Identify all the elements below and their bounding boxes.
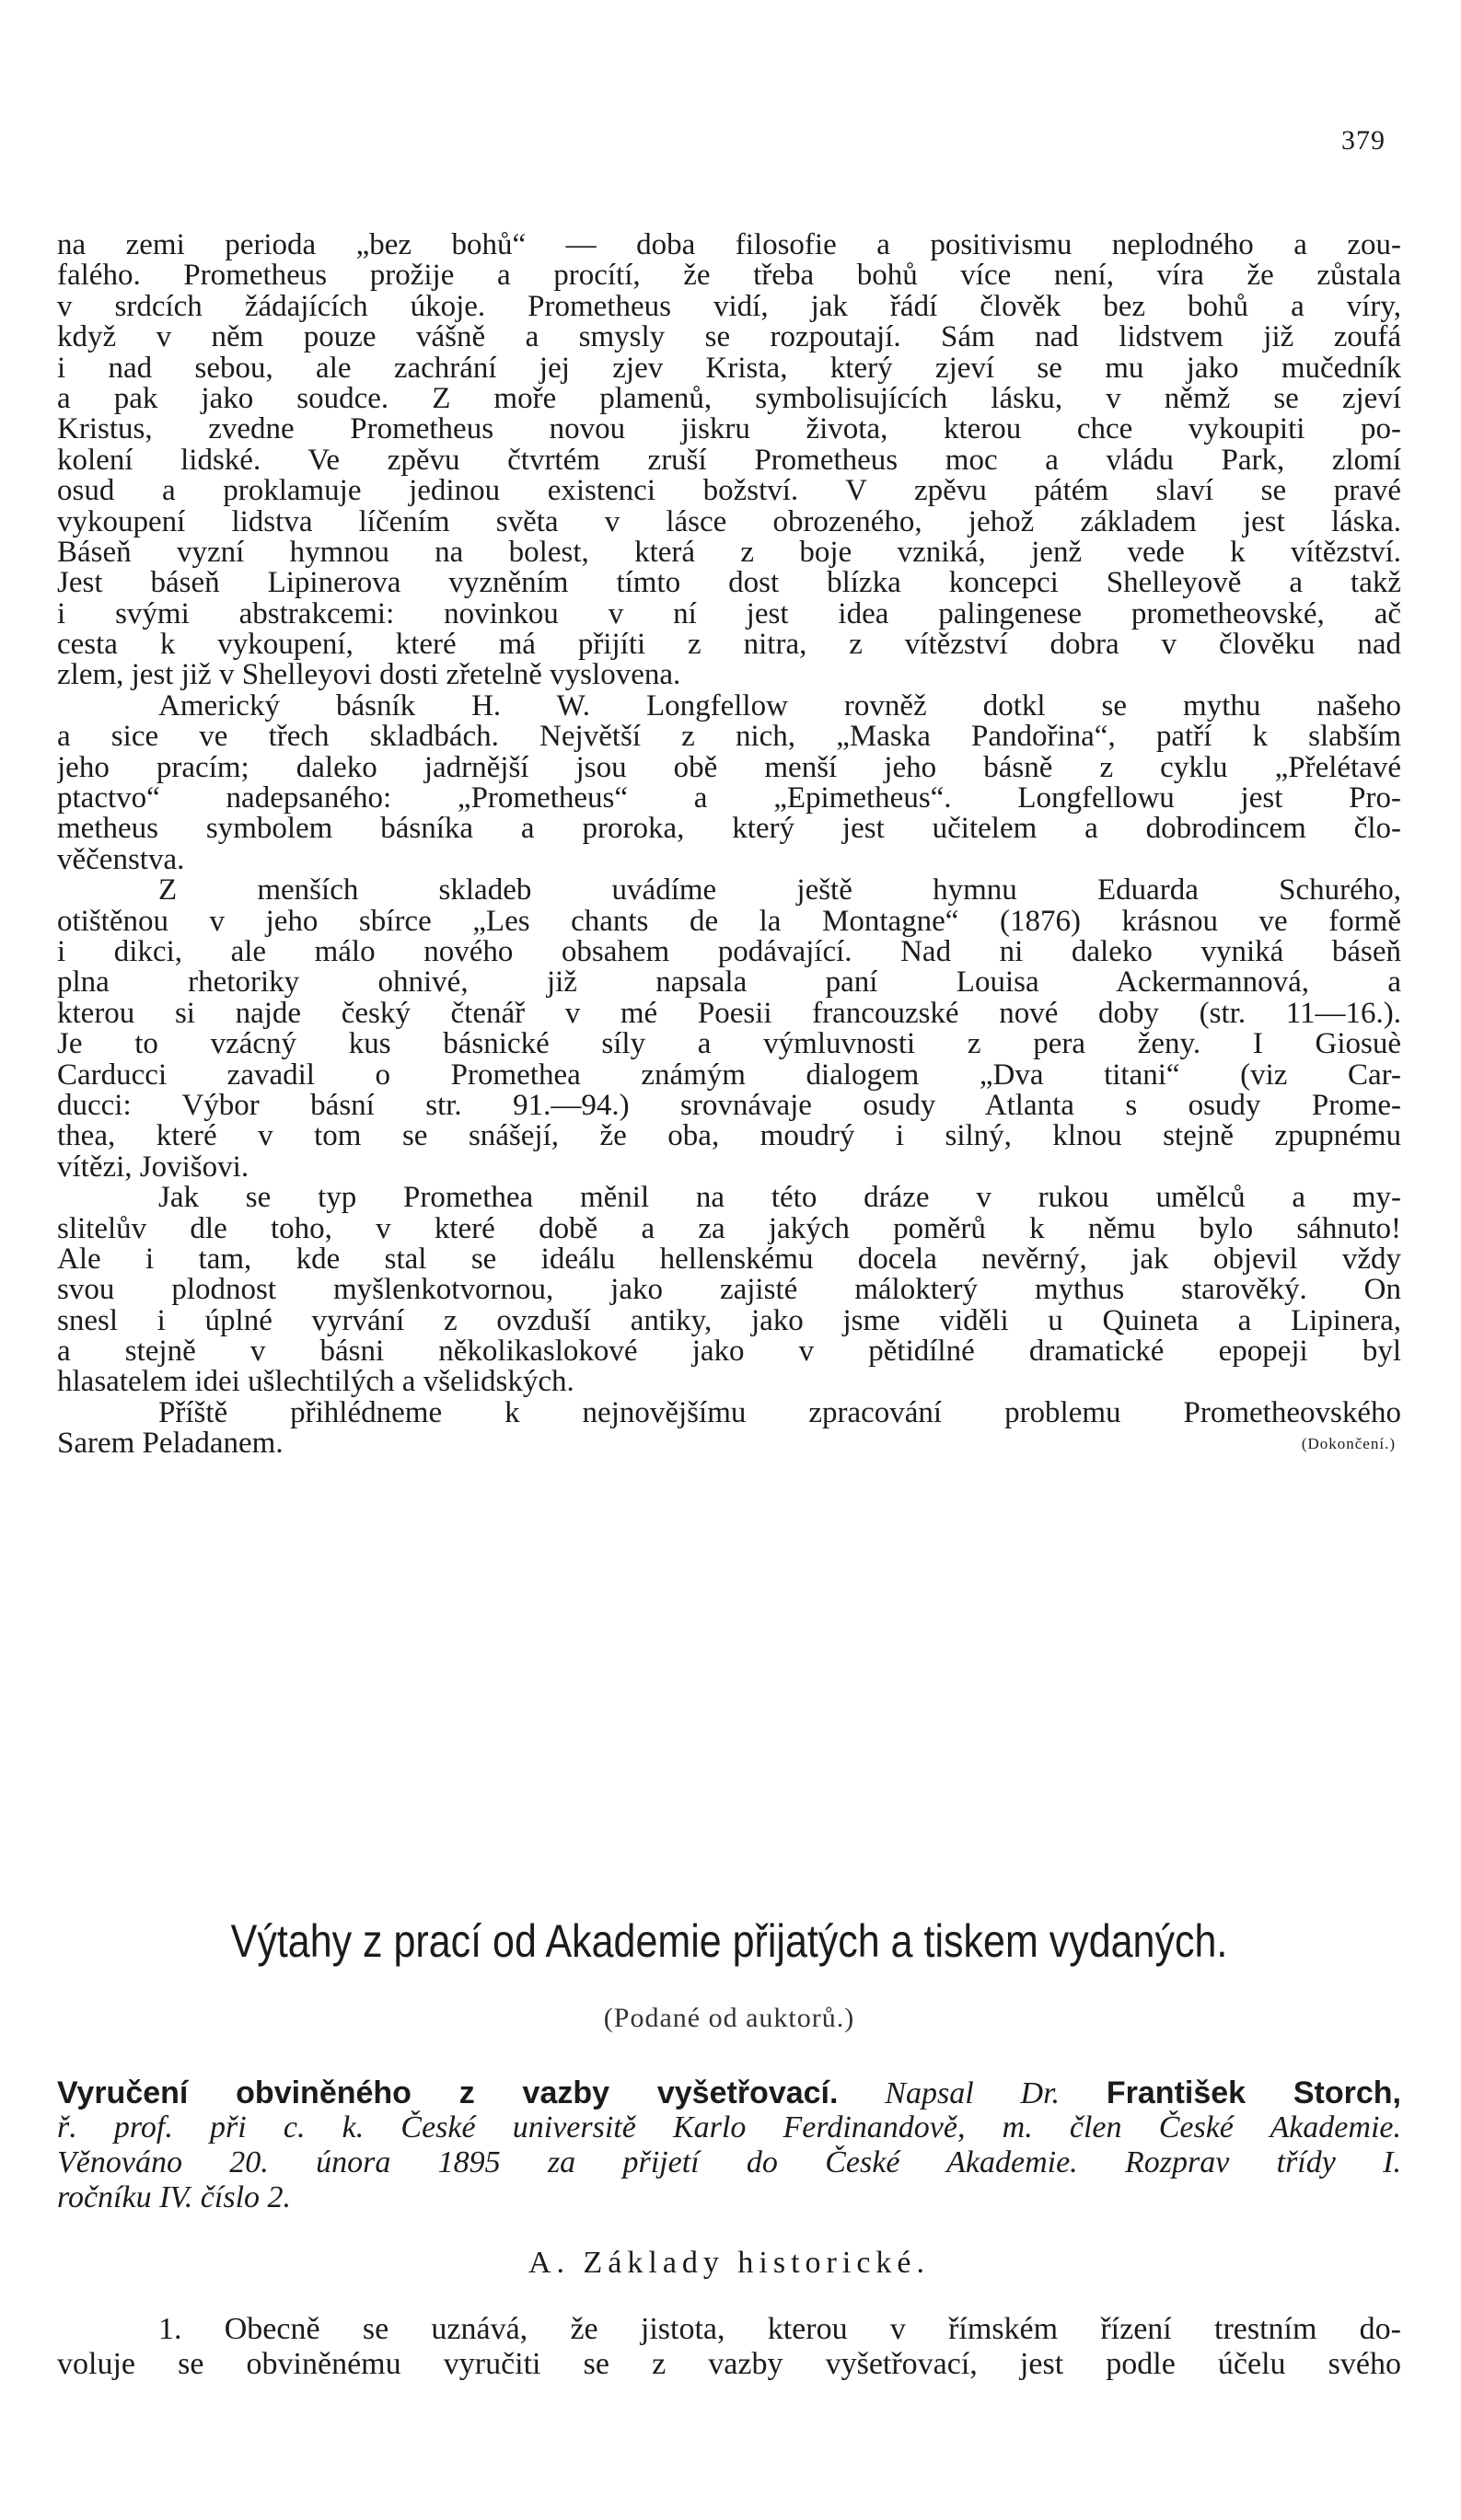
text-line: cesta k vykoupení, které má přijíti z nitra, z vítězství dobra v člověku nad [57,630,1401,661]
author-name: František Storch, [1106,2075,1401,2110]
text-line: když v něm pouze vášně a smysly se rozpoutají. Sám nad lidstvem již zoufá [57,322,1401,353]
abstract-title: Vyručení obviněného z vazby vyšetřovací. [57,2075,839,2110]
text-line: Z menších skladeb uvádíme ještě hymnu Eduarda Schurého, [158,875,1401,907]
text-line: vykoupení lidstva líčením světa v lásce obrozeného, jehož základem jest láska. [57,506,1401,538]
author-prefix: Napsal Dr. [885,2076,1061,2110]
text-line: Americký básník H. W. Longfellow rovněž dotkl se mythu našeho [158,690,1401,722]
text-line: 1. Obecně se uznává, že jistota, kterou v římském řízení trestním do- [158,2312,1401,2346]
text-line: snesl i úplné vyrvání z ovzduší antiky, jako jsme viděli u Quineta a Lipinera, [57,1305,1401,1337]
section-subheading: (Podané od auktorů.) [603,2003,855,2033]
text-line: ptactvo“ nadepsaného: „Prometheus“ a „Epimetheus“. Longfellowu jest Pro- [57,783,1401,815]
text-line-with-signature [57,1428,1401,1459]
abstract-header [57,2075,1401,2215]
text-line: plna rhetoriky ohnivé, již napsala paní Louisa Ackermannová, a [57,967,1401,999]
text-line: zlem, jest již v Shelleyovi dosti zřetelně vyslovena. [57,660,681,691]
text-line: Báseň vyzní hymnou na bolest, která z boje vzniká, jenž vede k vítězství. [57,537,1401,569]
text-line: kterou si najde český čtenář v mé Poesii francouzské nové doby (str. 11—16.). [57,998,1401,1030]
text-line: Ale i tam, kde stal se ideálu hellenskému docela nevěrný, jak objevil vždy [57,1243,1401,1276]
text-line: Kristus, zvedne Prometheus novou jiskru života, kterou chce vykoupiti po- [57,414,1401,445]
text-line: v srdcích žádajících úkoje. Prometheus vidí, jak řádí člověk bez bohů a víry, [57,291,1401,323]
text-line: slitelův dle toho, v které době a za jakých poměrů k němu bylo sáhnuto! [57,1213,1401,1244]
text-line: a stejně v básni několikaslokové jako v pětidílné dramatické epopeji byl [57,1336,1401,1368]
abstract-line: ročníku IV. číslo 2. [57,2180,292,2214]
text-line: falého. Prometheus prožije a procítí, že třeba bohů více není, víra že zůstala [57,260,1401,292]
section-heading: Výtahy z prací od Akademie přijatých a tiskem vydaných. [230,1915,1228,1967]
text-line: ducci: Výbor básní str. 91.—94.) srovnávaje osudy Atlanta s osudy Prome- [57,1090,1401,1122]
text-line: otištěnou v jeho sbírce „Les chants de la Montagne“ (1876) krásnou ve formě [57,906,1401,937]
abstract-line: Věnováno 20. února 1895 za přijetí do České Akademie. Rozprav třídy I. [57,2145,1401,2179]
abstract-line: ř. prof. při c. k. České universitě Karlo Ferdinandově, m. člen České Akademie. [57,2110,1401,2144]
article-body [57,230,1401,1460]
text-line: i nad sebou, ale zachrání jej zjev Krista, který zjeví se mu jako mučedník [57,353,1401,384]
text-line: hlasatelem idei ušlechtilých a všelidských. [57,1367,574,1398]
text-line: a pak jako soudce. Z moře plamenů, symbolisujících lásku, v němž se zjeví [57,383,1401,415]
abstract-body [57,2312,1401,2382]
text-line: svou plodnost myšlenkotvornou, jako zajisté málokterý mythus starověký. On [57,1275,1401,1306]
page-number: 379 [1341,125,1386,156]
text-line: věčenstva. [57,844,185,876]
text-line: metheus symbolem básníka a proroka, který jest učitelem a dobrodincem člo- [57,814,1401,845]
text-line: Je to vzácný kus básnické síly a výmluvnosti z pera ženy. I Giosuè [57,1029,1401,1060]
text-line: i svými abstrakcemi: novinkou v ní jest idea palingenese prometheovské, ač [57,598,1401,630]
text-line: Sarem Peladanem. [57,1428,284,1460]
text-line: i dikci, ale málo nového obsahem podávající. Nad ni daleko vyniká báseň [57,936,1401,968]
text-line: osud a proklamuje jedinou existenci božství. V zpěvu pátém slaví se pravé [57,476,1401,507]
text-line: kolení lidské. Ve zpěvu čtvrtém zruší Prometheus moc a vládu Park, zlomí [57,445,1401,477]
text-line: a sice ve třech skladbách. Největší z nich, „Maska Pandořina“, patří k slabším [57,722,1401,753]
text-line: Carducci zavadil o Promethea známým dialogem „Dva titani“ (viz Car- [57,1059,1401,1091]
text-line: vítězi, Jovišovi. [57,1151,249,1184]
subsection-title: A. Základy historické. [528,2246,931,2280]
text-line: thea, které v tom se snášejí, že oba, moudrý i silný, klnou stejně zpupnému [57,1121,1401,1152]
text-line: jeho pracím; daleko jadrnější jsou obě menší jeho básně z cyklu „Přelétavé [57,752,1401,784]
signature: (Dokončení.) [1301,1435,1396,1453]
text-line: voluje se obviněnému vyručiti se z vazby vyšetřovací, jest podle účelu svého [57,2347,1401,2381]
text-line: Příště přihlédneme k nejnovějšímu zpracování problemu Prometheovského [158,1397,1401,1429]
text-line: Jest báseň Lipinerova vyzněním tímto dost blízka koncepci Shelleyově a takž [57,568,1401,599]
text-line: Jak se typ Promethea měnil na této dráze v rukou umělců a my- [158,1183,1401,1214]
text-line: na zemi perioda „bez bohů“ — doba filosofie a positivismu neplodného a zou- [57,230,1401,261]
abstract-title-line [57,2075,1401,2110]
